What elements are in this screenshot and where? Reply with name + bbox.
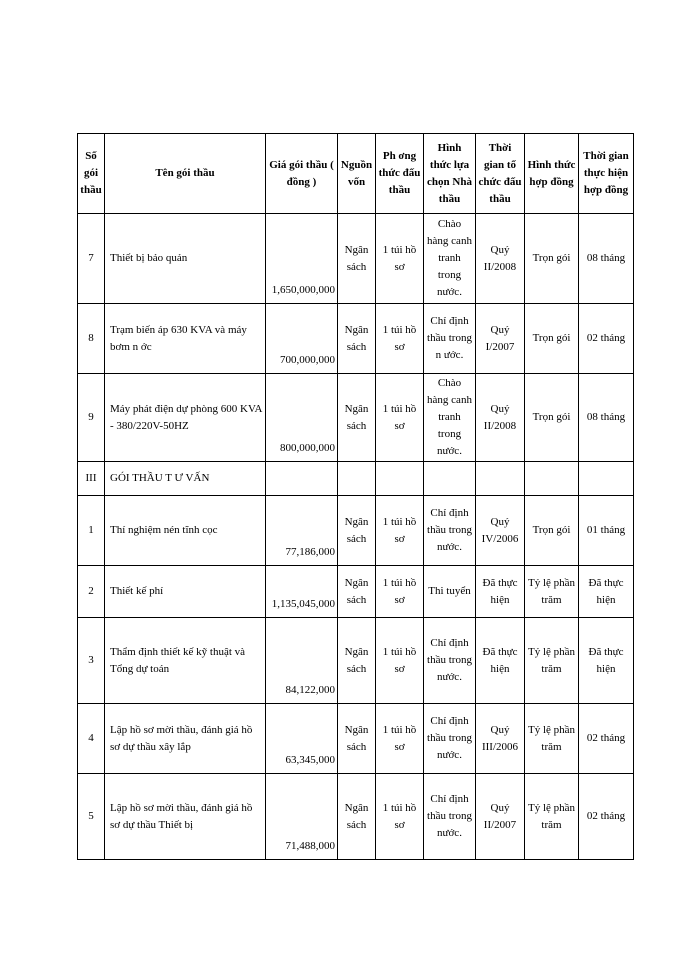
col-header-form: Hình thức lựa chọn Nhà thầu (424, 134, 476, 214)
row-contract: Tỷ lệ phần trăm (525, 566, 579, 618)
row-name: Lập hồ sơ mời thầu, đánh giá hồ sơ dự thầu xây lắp (105, 704, 266, 774)
row-name: Máy phát điện dự phòng 600 KVA - 380/220V-50HZ (105, 374, 266, 462)
row-price: 1,135,045,000 (266, 566, 338, 618)
row-price: 71,488,000 (266, 774, 338, 860)
col-header-source: Nguồn vốn (338, 134, 376, 214)
bid-package-table (77, 133, 634, 860)
row-method: 1 túi hồ sơ (376, 774, 424, 860)
row-duration: Đã thực hiện (579, 566, 634, 618)
row-duration: 08 tháng (579, 374, 634, 462)
row-no: 7 (78, 214, 105, 304)
col-header-duration: Thời gian thực hiện hợp đồng (579, 134, 634, 214)
row-name: Thiết bị bảo quản (105, 214, 266, 304)
row-time: Quý II/2008 (476, 374, 525, 462)
row-price: 77,186,000 (266, 496, 338, 566)
row-form: Chào hàng canh tranh trong nước. (424, 214, 476, 304)
row-time: Quý I/2007 (476, 304, 525, 374)
table-row (78, 374, 634, 462)
section-title: GÓI THẦU T Ư VẤN (105, 462, 266, 496)
table-row (78, 774, 634, 860)
row-contract: Tỷ lệ phần trăm (525, 704, 579, 774)
col-header-name: Tên gói thầu (105, 134, 266, 214)
row-time: Quý III/2006 (476, 704, 525, 774)
row-duration: 02 tháng (579, 304, 634, 374)
row-source: Ngân sách (338, 566, 376, 618)
row-form: Chỉ định thầu trong nước. (424, 618, 476, 704)
section-row (78, 462, 634, 496)
row-contract: Tỷ lệ phần trăm (525, 774, 579, 860)
table-header-row (78, 134, 634, 214)
row-no: 4 (78, 704, 105, 774)
row-contract: Trọn gói (525, 496, 579, 566)
row-price: 84,122,000 (266, 618, 338, 704)
row-source: Ngân sách (338, 704, 376, 774)
row-time: Quý II/2008 (476, 214, 525, 304)
row-method: 1 túi hồ sơ (376, 374, 424, 462)
table-row (78, 618, 634, 704)
row-name: Thiết kế phí (105, 566, 266, 618)
row-duration: 02 tháng (579, 774, 634, 860)
row-method: 1 túi hồ sơ (376, 566, 424, 618)
row-time: Quý IV/2006 (476, 496, 525, 566)
row-name: Lập hồ sơ mời thầu, đánh giá hồ sơ dự thầu Thiết bị (105, 774, 266, 860)
row-form: Chỉ định thầu trong nước. (424, 774, 476, 860)
row-contract: Trọn gói (525, 374, 579, 462)
row-time: Đã thực hiện (476, 566, 525, 618)
row-duration: Đã thực hiện (579, 618, 634, 704)
row-no: 8 (78, 304, 105, 374)
row-source: Ngân sách (338, 374, 376, 462)
row-name: Thí nghiệm nén tĩnh cọc (105, 496, 266, 566)
col-header-time: Thời gian tổ chức đấu thầu (476, 134, 525, 214)
row-form: Thi tuyển (424, 566, 476, 618)
row-method: 1 túi hồ sơ (376, 618, 424, 704)
row-duration: 01 tháng (579, 496, 634, 566)
row-price: 800,000,000 (266, 374, 338, 462)
col-header-contract: Hình thức hợp đồng (525, 134, 579, 214)
row-name: Thẩm định thiết kế kỹ thuật và Tổng dự toán (105, 618, 266, 704)
table-row (78, 704, 634, 774)
section-no: III (78, 462, 105, 496)
row-time: Quý II/2007 (476, 774, 525, 860)
row-contract: Trọn gói (525, 304, 579, 374)
row-source: Ngân sách (338, 304, 376, 374)
row-price: 700,000,000 (266, 304, 338, 374)
row-duration: 02 tháng (579, 704, 634, 774)
row-method: 1 túi hồ sơ (376, 304, 424, 374)
row-price: 1,650,000,000 (266, 214, 338, 304)
row-no: 5 (78, 774, 105, 860)
table-row (78, 304, 634, 374)
col-header-method: Ph ơng thức đấu thầu (376, 134, 424, 214)
row-source: Ngân sách (338, 214, 376, 304)
row-time: Đã thực hiện (476, 618, 525, 704)
row-no: 1 (78, 496, 105, 566)
row-price: 63,345,000 (266, 704, 338, 774)
row-form: Chỉ định thầu trong n ước. (424, 304, 476, 374)
table-row (78, 496, 634, 566)
row-no: 3 (78, 618, 105, 704)
row-contract: Tỷ lệ phần trăm (525, 618, 579, 704)
row-duration: 08 tháng (579, 214, 634, 304)
row-no: 9 (78, 374, 105, 462)
table-row (78, 566, 634, 618)
row-form: Chào hàng canh tranh trong nước. (424, 374, 476, 462)
table-row (78, 214, 634, 304)
row-method: 1 túi hồ sơ (376, 496, 424, 566)
row-source: Ngân sách (338, 774, 376, 860)
col-header-no: Số gói thầu (78, 134, 105, 214)
row-name: Trạm biến áp 630 KVA và máy bơm n ớc (105, 304, 266, 374)
row-form: Chỉ định thầu trong nước. (424, 704, 476, 774)
row-source: Ngân sách (338, 496, 376, 566)
row-form: Chỉ định thầu trong nước. (424, 496, 476, 566)
row-method: 1 túi hồ sơ (376, 704, 424, 774)
row-no: 2 (78, 566, 105, 618)
col-header-price: Giá gói thầu ( đồng ) (266, 134, 338, 214)
row-source: Ngân sách (338, 618, 376, 704)
row-contract: Trọn gói (525, 214, 579, 304)
row-method: 1 túi hồ sơ (376, 214, 424, 304)
